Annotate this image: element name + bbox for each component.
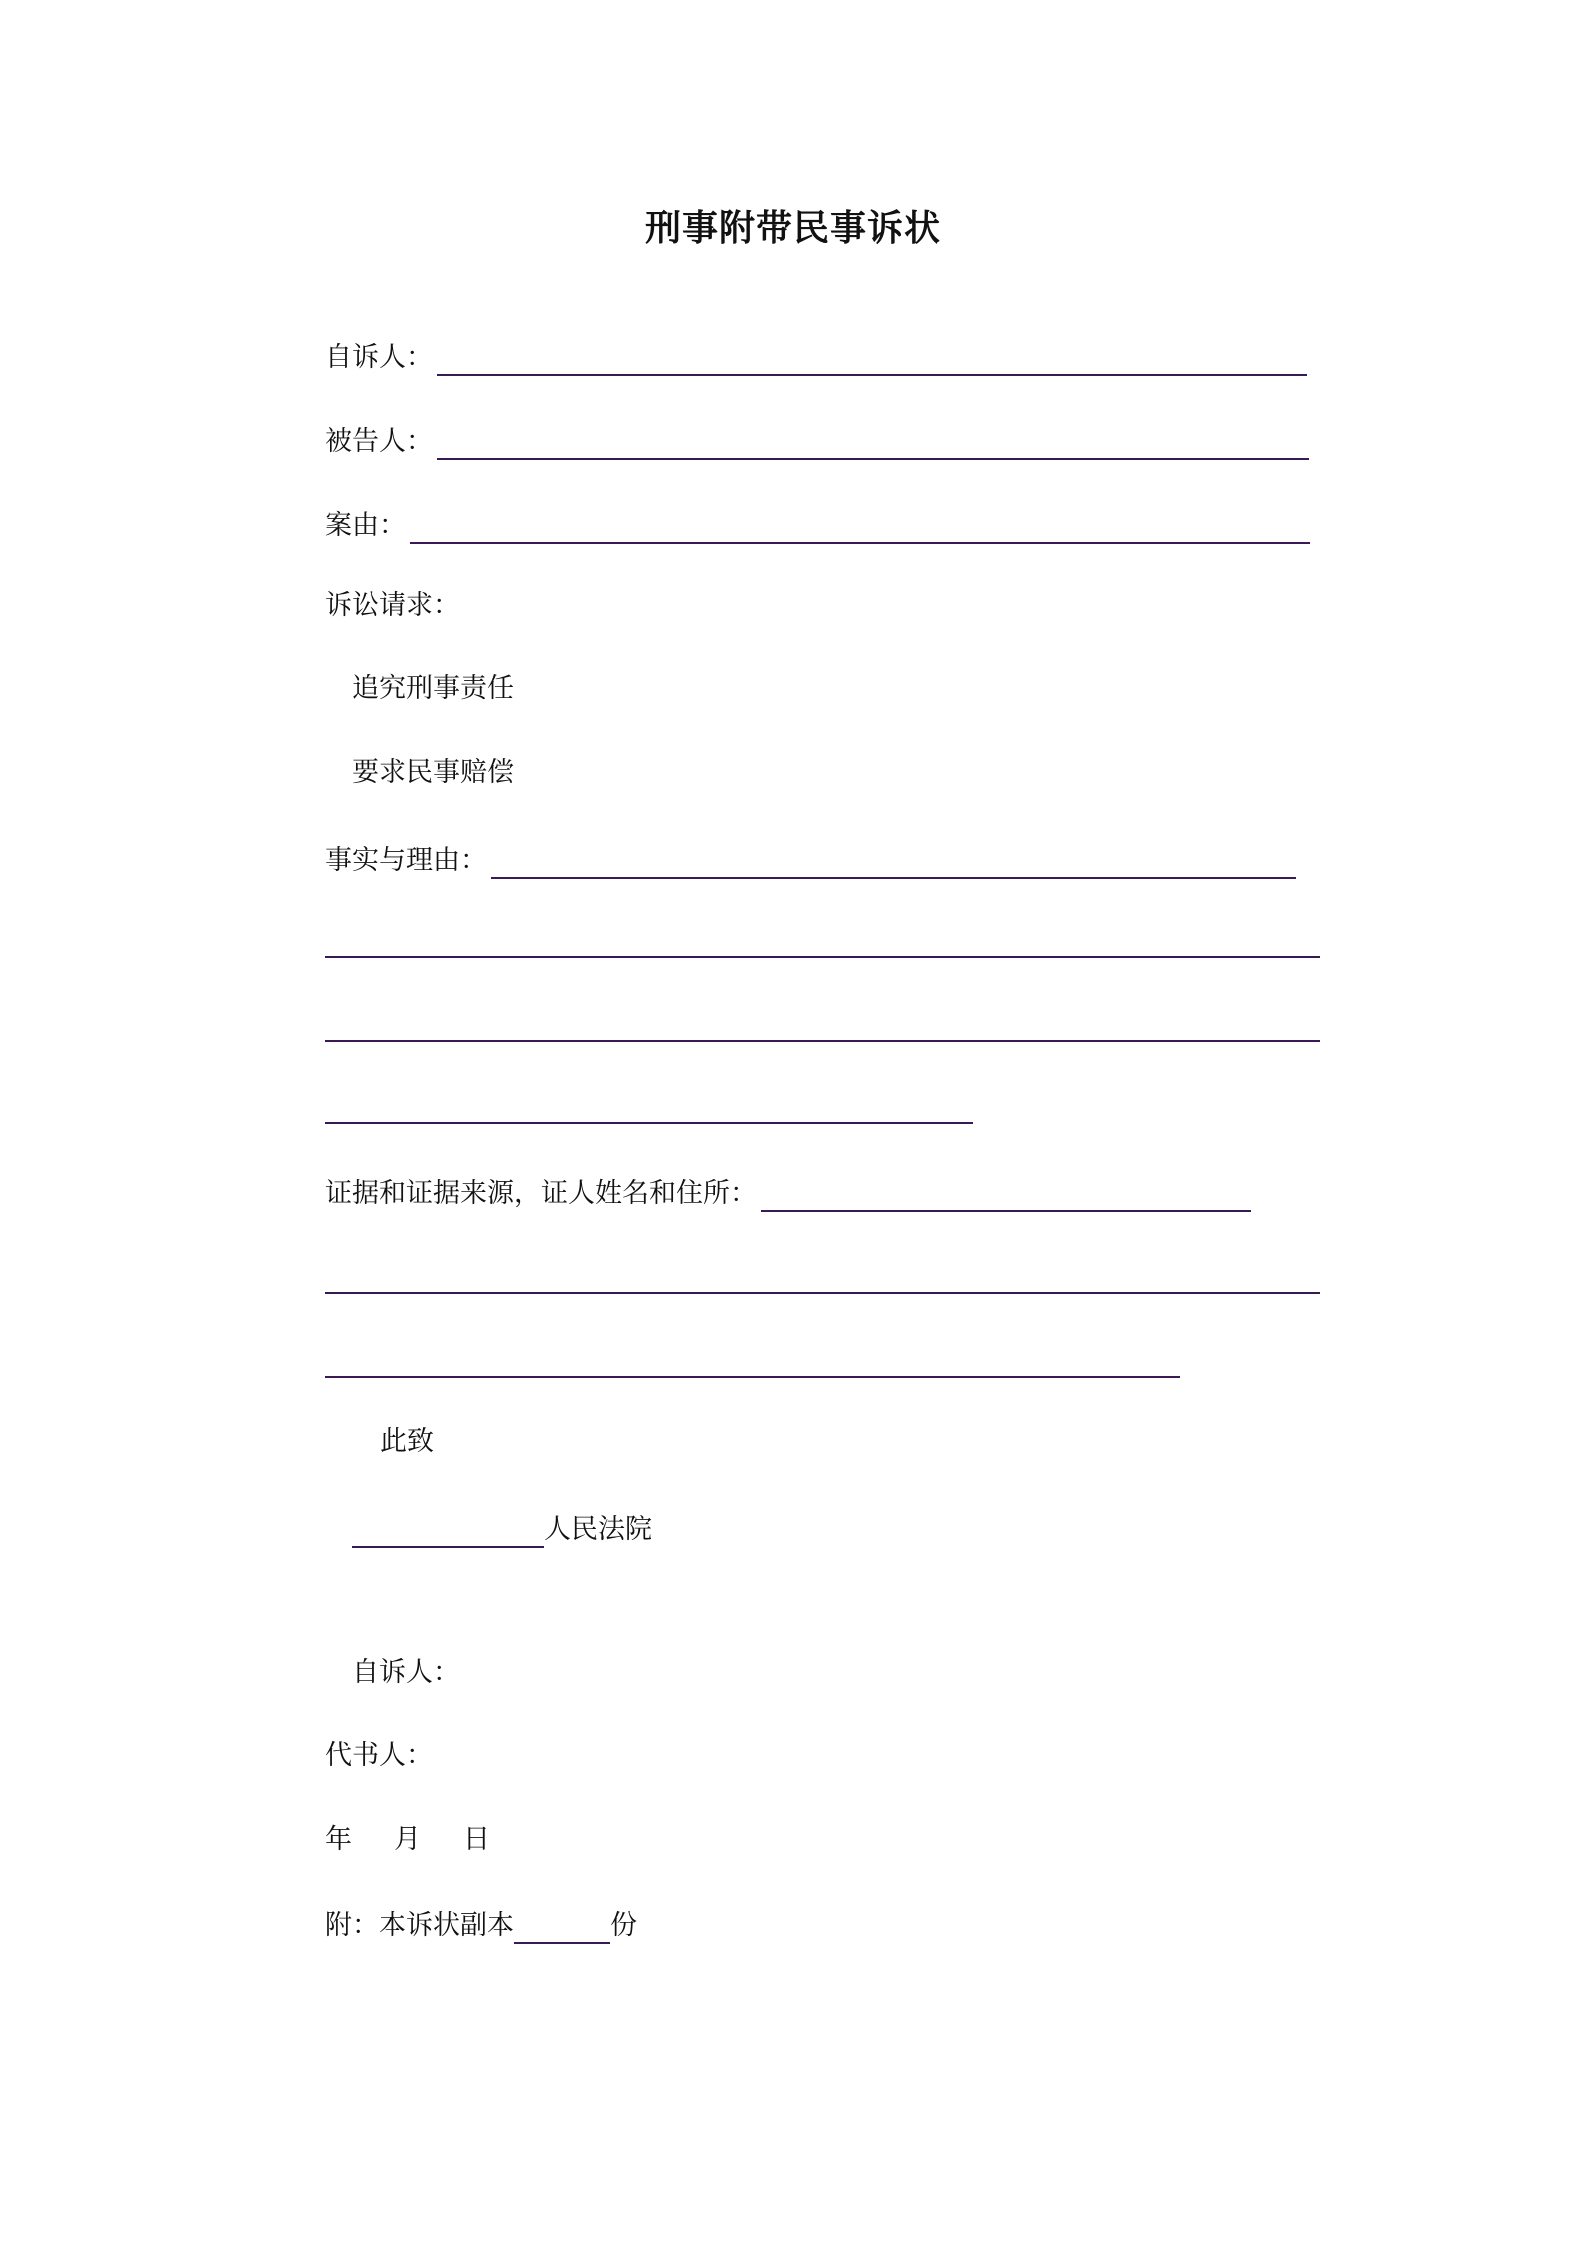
- attachment-suffix: 份: [610, 1910, 637, 1941]
- cause-blank[interactable]: [410, 512, 1310, 544]
- facts-line: [325, 1092, 973, 1124]
- claims-label: 诉讼请求：: [325, 590, 460, 621]
- plaintiff-blank[interactable]: [437, 344, 1307, 376]
- facts-line: [325, 926, 1320, 958]
- claim-criminal: 追究刑事责任: [352, 673, 514, 704]
- facts-row: [325, 843, 1296, 879]
- facts-blank[interactable]: [491, 847, 1296, 879]
- evidence-line: [325, 1346, 1180, 1378]
- claims-row: [325, 588, 460, 624]
- claim-item: [352, 755, 514, 791]
- facts-line: [325, 1010, 1320, 1042]
- court-row: [352, 1512, 652, 1548]
- date-day: 日: [463, 1824, 490, 1855]
- scribe-row: [325, 1738, 433, 1774]
- defendant-blank[interactable]: [437, 428, 1309, 460]
- cause-label: 案由：: [325, 510, 406, 541]
- scribe-label: 代书人：: [325, 1740, 433, 1771]
- facts-blank-line[interactable]: [325, 1010, 1320, 1042]
- signature-plaintiff-label: 自诉人：: [352, 1657, 460, 1688]
- court-suffix: 人民法院: [544, 1514, 652, 1545]
- salutation: 此致: [380, 1426, 434, 1457]
- evidence-label: 证据和证据来源，证人姓名和住所：: [325, 1178, 757, 1209]
- court-name-blank[interactable]: [352, 1516, 544, 1548]
- date-month: 月: [394, 1824, 421, 1855]
- claim-item: [352, 671, 514, 707]
- defendant-row: [325, 424, 1309, 460]
- facts-label: 事实与理由：: [325, 845, 487, 876]
- signature-plaintiff-row: [352, 1655, 460, 1691]
- document-title: 刑事附带民事诉状: [644, 208, 941, 249]
- date-year: 年: [325, 1824, 352, 1855]
- plaintiff-row: [325, 340, 1307, 376]
- attachment-prefix: 附：本诉状副本: [325, 1910, 514, 1941]
- facts-blank-line[interactable]: [325, 926, 1320, 958]
- evidence-blank-line[interactable]: [325, 1346, 1180, 1378]
- evidence-blank-line[interactable]: [325, 1262, 1320, 1294]
- date-row: [325, 1822, 490, 1858]
- evidence-line: [325, 1262, 1320, 1294]
- defendant-label: 被告人：: [325, 426, 433, 457]
- facts-blank-line[interactable]: [325, 1092, 973, 1124]
- salutation-row: [380, 1424, 434, 1460]
- plaintiff-label: 自诉人：: [325, 342, 433, 373]
- evidence-blank[interactable]: [761, 1180, 1251, 1212]
- claim-civil: 要求民事赔偿: [352, 757, 514, 788]
- cause-row: [325, 508, 1310, 544]
- attachment-row: [325, 1908, 637, 1944]
- evidence-row: [325, 1176, 1251, 1212]
- attachment-copies-blank[interactable]: [514, 1912, 610, 1944]
